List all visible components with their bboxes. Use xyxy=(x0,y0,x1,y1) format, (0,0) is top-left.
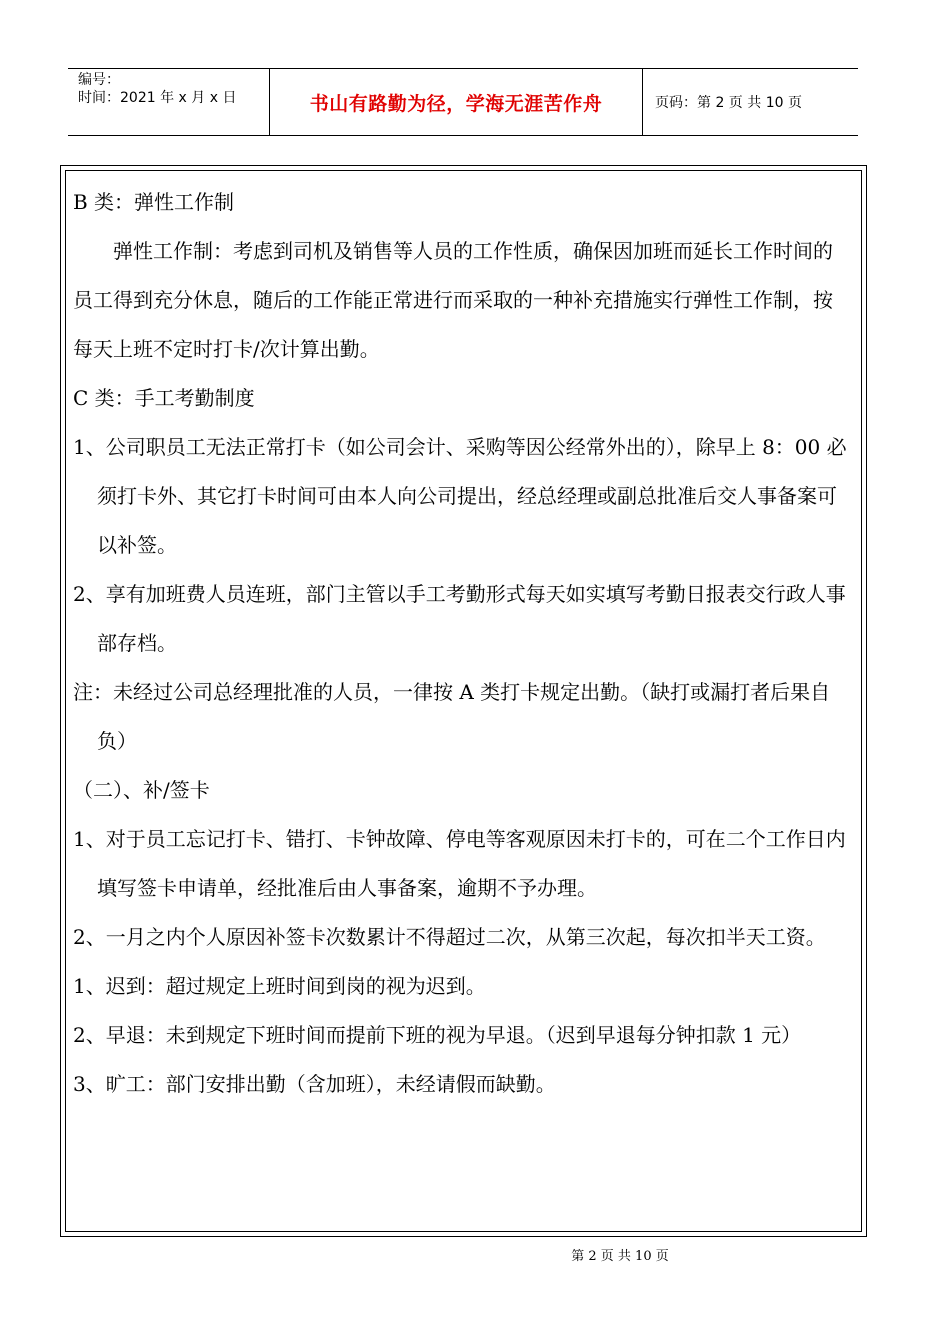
header-meta xyxy=(68,69,270,135)
number-label: 编号： xyxy=(78,72,120,88)
section-heading-c: C 类：手工考勤制度 xyxy=(73,386,255,410)
header-motto: 书山有路勤为径，学海无涯苦作舟 xyxy=(270,69,643,135)
page-header xyxy=(68,68,858,136)
document-body xyxy=(73,178,849,1109)
list-item: 2、一月之内个人原因补签卡次数累计不得超过二次，从第三次起，每次扣半天工资。 xyxy=(73,925,826,949)
list-item: 1、对于员工忘记打卡、错打、卡钟故障、停电等客观原因未打卡的，可在二个工作日内填写签卡申请单，经批准后由人事备案，逾期不予办理。 xyxy=(73,827,846,900)
list-item: 3、旷工：部门安排出勤（含加班），未经请假而缺勤。 xyxy=(73,1072,556,1096)
note-paragraph: 注：未经过公司总经理批准的人员，一律按 A 类打卡规定出勤。（缺打或漏打者后果自负） xyxy=(73,680,831,753)
section-heading-card: （二）、补/签卡 xyxy=(73,778,210,802)
page-footer: 第 2 页 共 10 页 xyxy=(571,1249,669,1264)
list-item: 2、享有加班费人员连班，部门主管以手工考勤形式每天如实填写考勤日报表交行政人事部存档。 xyxy=(73,582,846,655)
list-item: 2、早退：未到规定下班时间而提前下班的视为早退。（迟到早退每分钟扣款 1 元） xyxy=(73,1023,802,1047)
paragraph-flexible-work: 弹性工作制：考虑到司机及销售等人员的工作性质，确保因加班而延长工作时间的员工得到充分休息，随后的工作能正常进行而采取的一种补充措施实行弹性工作制，按每天上班不定时打卡/次计算出勤。 xyxy=(73,239,833,361)
list-item: 1、公司职员工无法正常打卡（如公司会计、采购等因公经常外出的），除早上 8：00 必须打卡外、其它打卡时间可由本人向公司提出，经总经理或副总批准后交人事备案可以补签。 xyxy=(73,435,847,557)
content-frame xyxy=(60,165,867,1237)
list-item: 1、迟到：超过规定上班时间到岗的视为迟到。 xyxy=(73,974,486,998)
header-page-code: 页码：第 2 页 共 10 页 xyxy=(655,95,802,111)
section-heading-b: B 类：弹性工作制 xyxy=(73,190,235,214)
time-label: 时间：2021 年 x 月 x 日 xyxy=(78,90,237,106)
